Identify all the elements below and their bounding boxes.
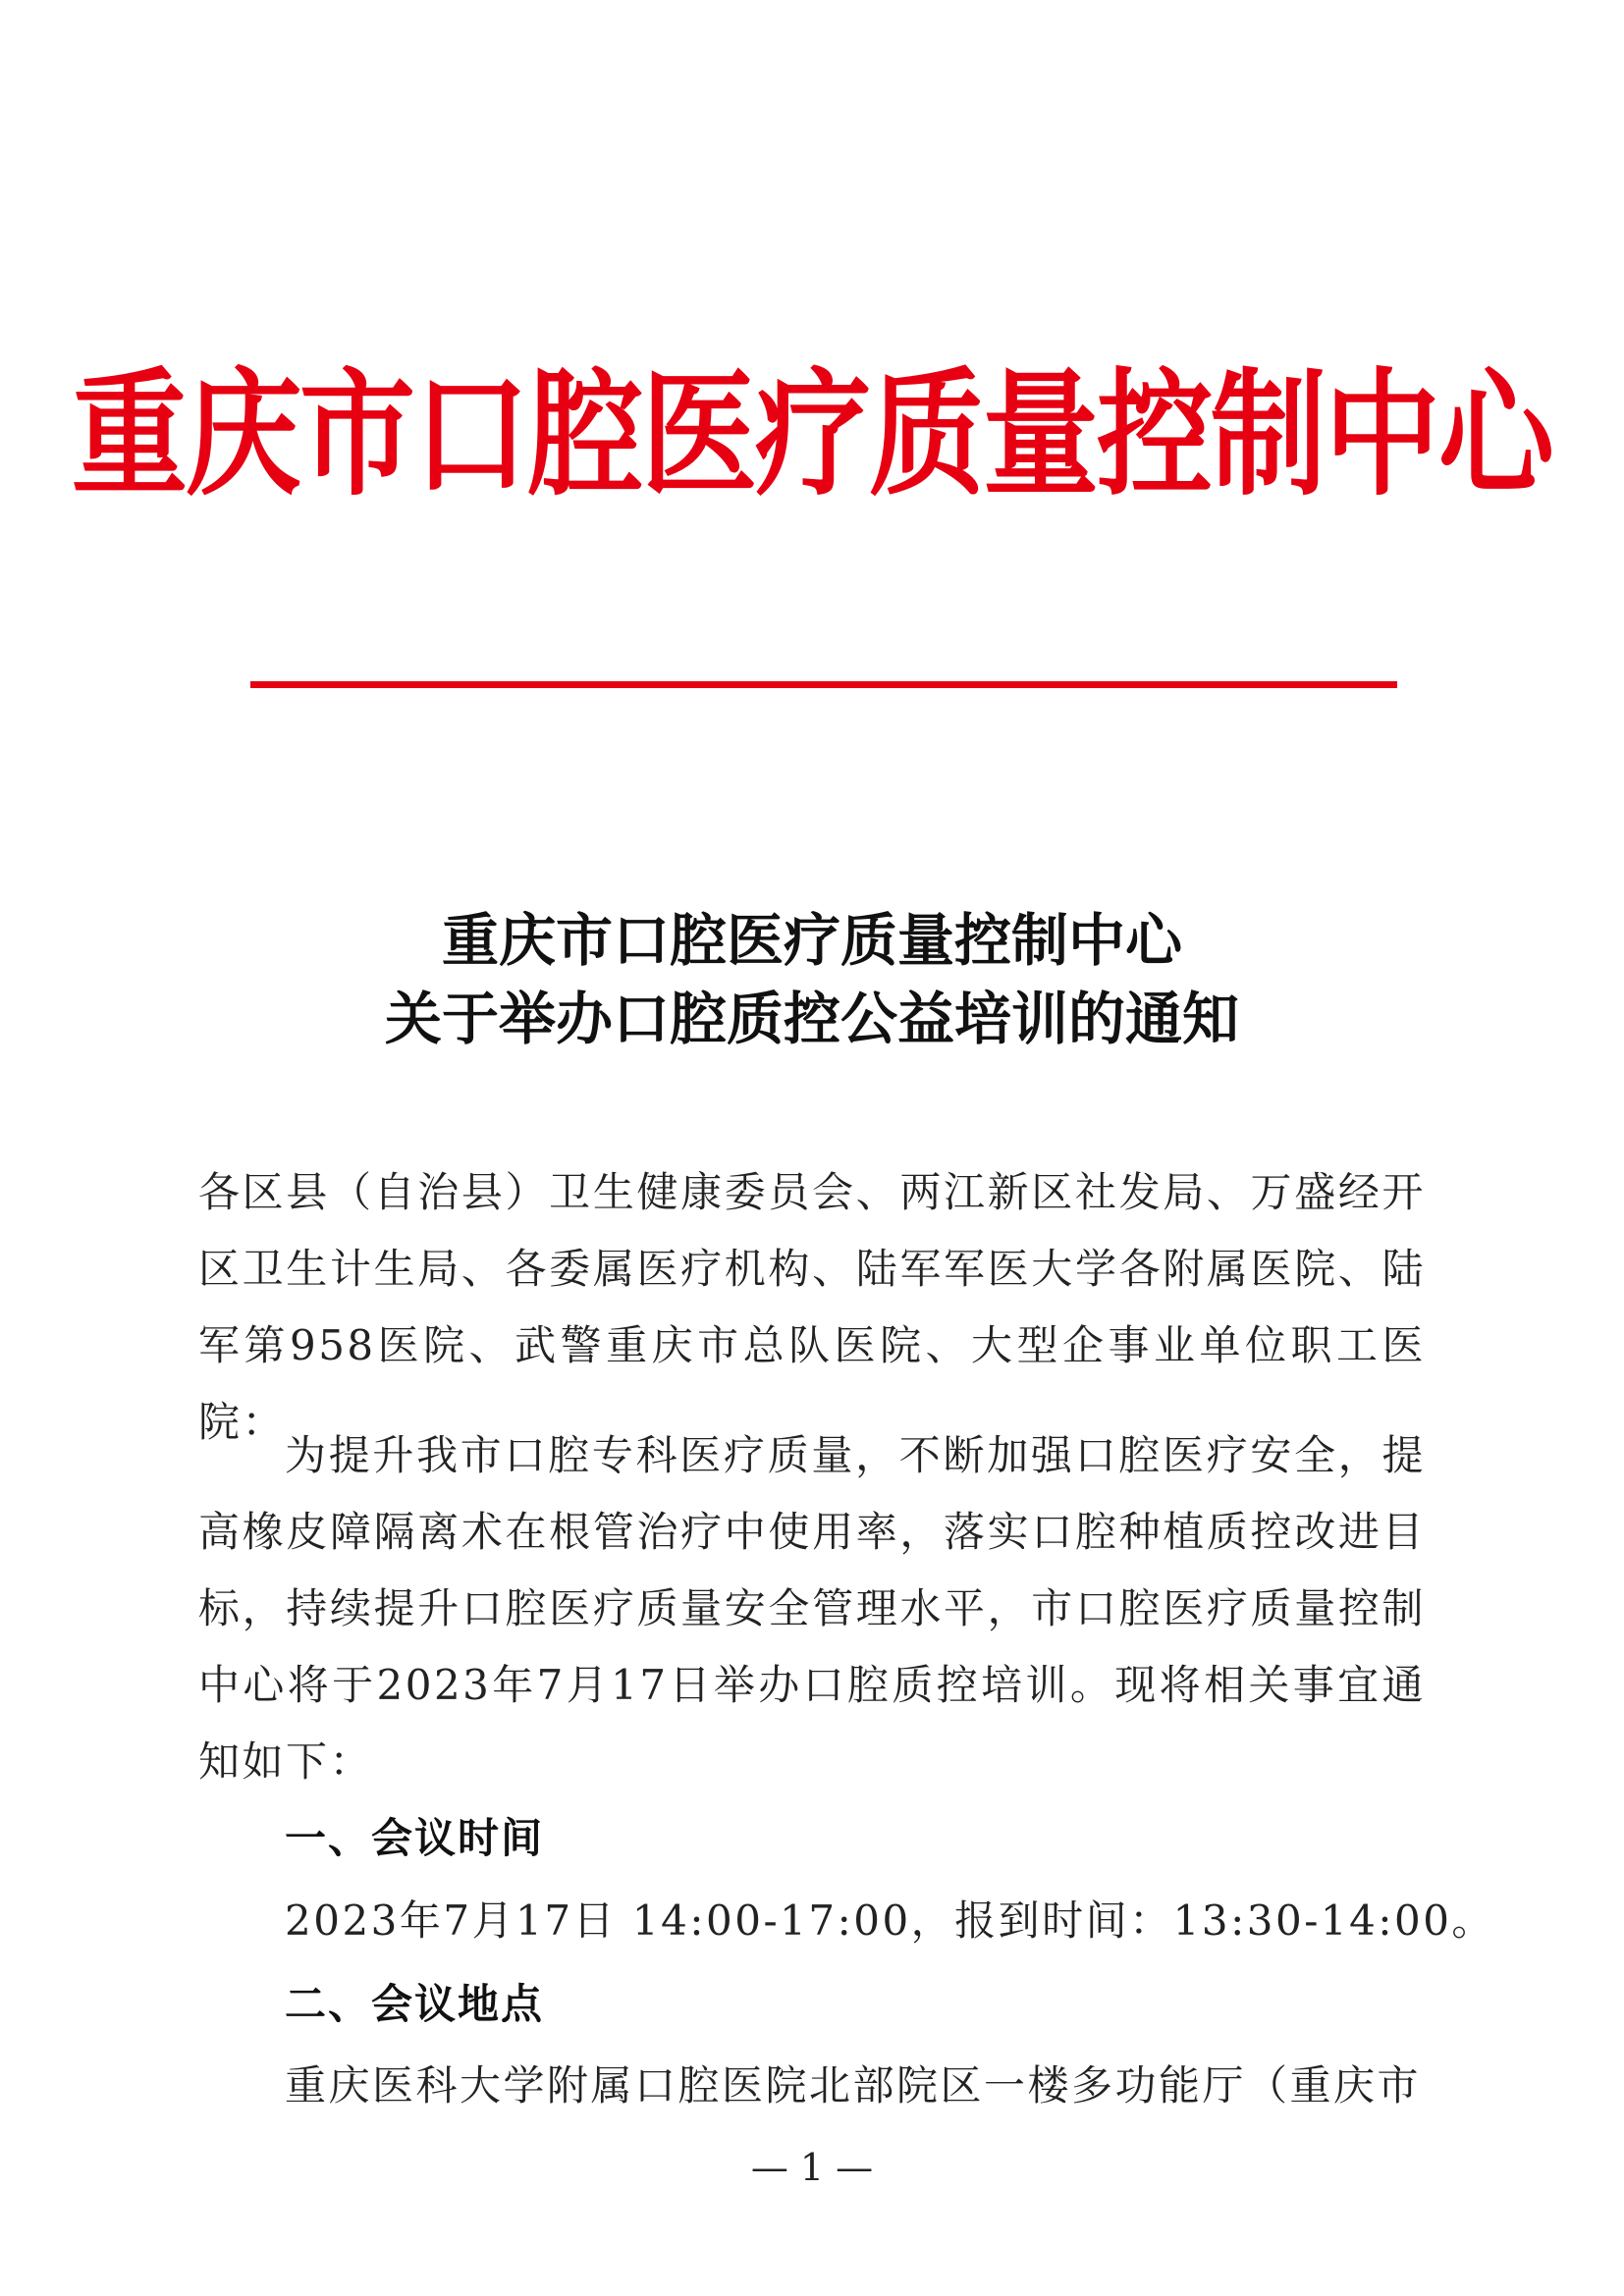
document-title-line-2: 关于举办口腔质控公益培训的通知 [384, 986, 1239, 1052]
addressee-paragraph: 各区县（自治县）卫生健康委员会、两江新区社发局、万盛经开区卫生计生局、各委属医疗机构、陆军军医大学各附属医院、陆军第958医院、武警重庆市总队医院、大型企事业单位职工医院： [198, 1168, 1426, 1446]
page-number: — 1 — [750, 2146, 874, 2189]
document-title [0, 901, 1624, 1058]
document-title-line-1: 重庆市口腔医疗质量控制中心 [441, 907, 1182, 974]
red-header-rule [250, 681, 1397, 688]
issuing-organization-masthead: 重庆市口腔医疗质量控制中心 [71, 353, 1552, 515]
meeting-place-text: 重庆医科大学附属口腔医院北部院区一楼多功能厅（重庆市 [285, 2061, 1422, 2109]
meeting-time-text: 2023年7月17日 14:00-17:00，报到时间：13:30-14:00。 [285, 1896, 1495, 1945]
intro-paragraph: 为提升我市口腔专科医疗质量，不断加强口腔医疗安全，提高橡皮障隔离术在根管治疗中使用率，落实口腔种植质控改进目标，持续提升口腔医疗质量安全管理水平，市口腔医疗质量控制中心将于2023年7月17日举办口腔质控培训。现将相关事宜通知如下： [198, 1431, 1426, 1786]
section-heading-meeting-place: 二、会议地点 [285, 1980, 545, 2028]
section-heading-meeting-time: 一、会议时间 [285, 1814, 545, 1862]
